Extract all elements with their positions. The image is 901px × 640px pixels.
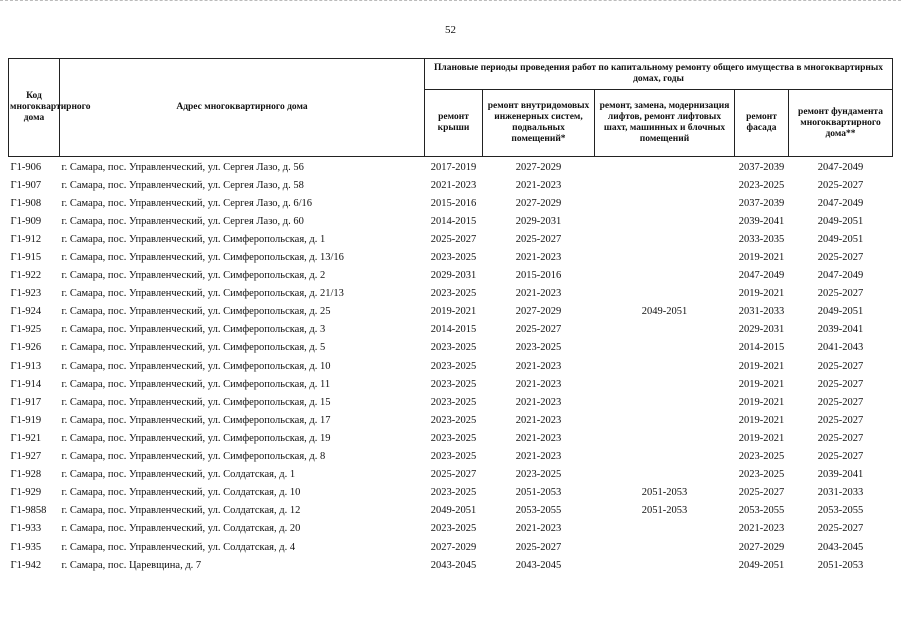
cell-foundation: 2025-2027 — [817, 288, 864, 300]
table-row — [9, 520, 893, 538]
table-row — [9, 194, 893, 212]
cell-facade: 2053-2055 — [738, 505, 785, 517]
cell-engineering: 2051-2053 — [515, 487, 562, 499]
cell-foundation: 2041-2043 — [817, 342, 864, 354]
cell-lifts: 2051-2053 — [641, 487, 688, 499]
cell-lifts — [595, 248, 735, 266]
cell-engineering: 2027-2029 — [515, 306, 562, 318]
table-row — [9, 502, 893, 520]
table-row — [9, 375, 893, 393]
cell-roof: 2015-2016 — [430, 197, 477, 209]
cell-code: Г1-926 — [10, 342, 42, 354]
cell-engineering: 2043-2045 — [515, 559, 562, 571]
cell-engineering: 2015-2016 — [515, 270, 562, 282]
cell-engineering: 2027-2029 — [515, 197, 562, 209]
cell-facade: 2027-2029 — [738, 541, 785, 553]
cell-code: Г1-929 — [10, 487, 42, 499]
cell-lifts — [595, 230, 735, 248]
cell-roof: 2023-2025 — [430, 523, 477, 535]
cell-code: Г1-942 — [10, 559, 42, 571]
cell-code: Г1-921 — [10, 432, 42, 444]
cell-roof: 2019-2021 — [430, 306, 477, 318]
cell-address: г. Самара, пос. Управленческий, ул. Солдатская, д. 20 — [61, 523, 301, 535]
header-address: Адрес многоквартирного дома — [60, 59, 425, 157]
header-engineering: ремонт внутридомовых инженерных систем, подвальных помещений* — [483, 90, 595, 157]
cell-engineering: 2021-2023 — [515, 360, 562, 372]
cell-address: г. Самара, пос. Управленческий, ул. Симферопольская, д. 8 — [61, 451, 326, 463]
cell-lifts — [595, 357, 735, 375]
cell-roof: 2027-2029 — [430, 541, 477, 553]
cell-foundation: 2025-2027 — [817, 523, 864, 535]
table-row — [9, 357, 893, 375]
cell-lifts — [595, 448, 735, 466]
cell-lifts — [595, 411, 735, 429]
cell-lifts — [595, 375, 735, 393]
cell-facade: 2019-2021 — [738, 360, 785, 372]
cell-roof: 2023-2025 — [430, 360, 477, 372]
cell-foundation: 2047-2049 — [817, 161, 864, 173]
cell-roof: 2023-2025 — [430, 487, 477, 499]
cell-engineering: 2021-2023 — [515, 523, 562, 535]
cell-foundation: 2047-2049 — [817, 270, 864, 282]
table-body — [9, 157, 893, 575]
cell-facade: 2019-2021 — [738, 288, 785, 300]
cell-facade: 2019-2021 — [738, 252, 785, 264]
cell-lifts — [595, 157, 735, 177]
cell-facade: 2029-2031 — [738, 324, 785, 336]
cell-engineering: 2021-2023 — [515, 451, 562, 463]
cell-address: г. Самара, пос. Управленческий, ул. Симферопольская, д. 21/13 — [61, 288, 344, 300]
cell-engineering: 2053-2055 — [515, 505, 562, 517]
cell-address: г. Самара, пос. Управленческий, ул. Симферопольская, д. 10 — [61, 360, 331, 372]
cell-roof: 2014-2015 — [430, 324, 477, 336]
cell-foundation: 2039-2041 — [817, 469, 864, 481]
cell-roof: 2023-2025 — [430, 451, 477, 463]
table-row — [9, 466, 893, 484]
cell-facade: 2031-2033 — [738, 306, 785, 318]
cell-lifts — [595, 466, 735, 484]
cell-code: Г1-917 — [10, 396, 42, 408]
header-code: Код многоквартирного дома — [9, 59, 60, 157]
cell-address: г. Самара, пос. Управленческий, ул. Симферопольская, д. 1 — [61, 233, 326, 245]
table-row — [9, 411, 893, 429]
cell-lifts: 2051-2053 — [641, 505, 688, 517]
cell-code: Г1-933 — [10, 523, 42, 535]
cell-code: Г1-925 — [10, 324, 42, 336]
cell-foundation: 2025-2027 — [817, 378, 864, 390]
cell-address: г. Самара, пос. Управленческий, ул. Симферопольская, д. 2 — [61, 270, 326, 282]
cell-roof: 2023-2025 — [430, 396, 477, 408]
table-row — [9, 176, 893, 194]
cell-engineering: 2021-2023 — [515, 288, 562, 300]
cell-roof: 2021-2023 — [430, 179, 477, 191]
cell-foundation: 2043-2045 — [817, 541, 864, 553]
cell-code: Г1-913 — [10, 360, 42, 372]
header-lifts: ремонт, замена, модернизация лифтов, ремонт лифтовых шахт, машинных и блочных помещений — [595, 90, 735, 157]
cell-roof: 2029-2031 — [430, 270, 477, 282]
cell-lifts — [595, 429, 735, 447]
cell-facade: 2019-2021 — [738, 378, 785, 390]
table-row — [9, 285, 893, 303]
cell-address: г. Самара, пос. Управленческий, ул. Солдатская, д. 12 — [61, 505, 301, 517]
cell-engineering: 2023-2025 — [515, 342, 562, 354]
cell-code: Г1-909 — [10, 215, 42, 227]
cell-address: г. Самара, пос. Управленческий, ул. Симферопольская, д. 3 — [61, 324, 326, 336]
cell-lifts: 2049-2051 — [641, 306, 688, 318]
cell-facade: 2014-2015 — [738, 342, 785, 354]
cell-roof: 2023-2025 — [430, 252, 477, 264]
cell-foundation: 2051-2053 — [817, 559, 864, 571]
cell-engineering: 2025-2027 — [515, 541, 562, 553]
cell-foundation: 2049-2051 — [817, 306, 864, 318]
cell-engineering: 2021-2023 — [515, 179, 562, 191]
header-facade: ремонт фасада — [735, 90, 789, 157]
cell-address: г. Самара, пос. Управленческий, ул. Симферопольская, д. 19 — [61, 432, 331, 444]
cell-lifts — [595, 321, 735, 339]
cell-foundation: 2025-2027 — [817, 414, 864, 426]
cell-address: г. Самара, пос. Управленческий, ул. Солдатская, д. 1 — [61, 469, 296, 481]
cell-foundation: 2047-2049 — [817, 197, 864, 209]
cell-facade: 2049-2051 — [738, 559, 785, 571]
cell-engineering: 2021-2023 — [515, 378, 562, 390]
cell-code: Г1-908 — [10, 197, 42, 209]
cell-code: Г1-914 — [10, 378, 42, 390]
cell-lifts — [595, 339, 735, 357]
cell-roof: 2017-2019 — [430, 161, 477, 173]
cell-facade: 2037-2039 — [738, 161, 785, 173]
cell-roof: 2043-2045 — [430, 559, 477, 571]
table-row — [9, 321, 893, 339]
cell-roof: 2023-2025 — [430, 432, 477, 444]
table-row — [9, 448, 893, 466]
table-row — [9, 556, 893, 574]
cell-facade: 2019-2021 — [738, 432, 785, 444]
cell-lifts — [595, 285, 735, 303]
top-dashed-rule — [0, 0, 901, 2]
cell-roof: 2023-2025 — [430, 414, 477, 426]
table-row — [9, 538, 893, 556]
table-row — [9, 230, 893, 248]
table-row — [9, 484, 893, 502]
cell-lifts — [595, 267, 735, 285]
cell-code: Г1-923 — [10, 288, 42, 300]
cell-lifts — [595, 212, 735, 230]
cell-address: г. Самара, пос. Управленческий, ул. Сергея Лазо, д. 6/16 — [61, 197, 313, 209]
cell-engineering: 2029-2031 — [515, 215, 562, 227]
cell-facade: 2039-2041 — [738, 215, 785, 227]
cell-facade: 2037-2039 — [738, 197, 785, 209]
cell-foundation: 2025-2027 — [817, 432, 864, 444]
cell-roof: 2049-2051 — [430, 505, 477, 517]
capital-repair-table — [8, 58, 893, 574]
cell-foundation: 2031-2033 — [817, 487, 864, 499]
cell-code: Г1-907 — [10, 179, 42, 191]
cell-roof: 2023-2025 — [430, 378, 477, 390]
cell-roof: 2014-2015 — [430, 215, 477, 227]
cell-code: Г1-915 — [10, 252, 42, 264]
cell-engineering: 2021-2023 — [515, 432, 562, 444]
header-roof: ремонт крыши — [425, 90, 483, 157]
cell-roof: 2023-2025 — [430, 288, 477, 300]
cell-facade: 2023-2025 — [738, 179, 785, 191]
cell-facade: 2033-2035 — [738, 233, 785, 245]
cell-facade: 2019-2021 — [738, 396, 785, 408]
cell-engineering: 2021-2023 — [515, 414, 562, 426]
cell-foundation: 2039-2041 — [817, 324, 864, 336]
cell-engineering: 2025-2027 — [515, 324, 562, 336]
table-row — [9, 212, 893, 230]
cell-roof: 2025-2027 — [430, 233, 477, 245]
cell-address: г. Самара, пос. Управленческий, ул. Симферопольская, д. 25 — [61, 306, 331, 318]
cell-foundation: 2049-2051 — [817, 233, 864, 245]
cell-code: Г1-928 — [10, 469, 42, 481]
cell-address: г. Самара, пос. Управленческий, ул. Симферопольская, д. 5 — [61, 342, 326, 354]
cell-lifts — [595, 538, 735, 556]
cell-address: г. Самара, пос. Царевщина, д. 7 — [61, 559, 202, 571]
cell-lifts — [595, 556, 735, 574]
cell-lifts — [595, 520, 735, 538]
cell-engineering: 2021-2023 — [515, 396, 562, 408]
table-row — [9, 393, 893, 411]
page-number: 52 — [445, 24, 456, 36]
table-row — [9, 303, 893, 321]
cell-address: г. Самара, пос. Управленческий, ул. Сергея Лазо, д. 60 — [61, 215, 304, 227]
table-row — [9, 267, 893, 285]
cell-address: г. Самара, пос. Управленческий, ул. Симферопольская, д. 11 — [61, 378, 331, 390]
table-header — [9, 59, 893, 157]
cell-facade: 2047-2049 — [738, 270, 785, 282]
header-foundation: ремонт фундамента многоквартирного дома** — [789, 90, 893, 157]
cell-facade: 2023-2025 — [738, 469, 785, 481]
cell-engineering: 2021-2023 — [515, 252, 562, 264]
cell-roof: 2023-2025 — [430, 342, 477, 354]
cell-foundation: 2025-2027 — [817, 396, 864, 408]
cell-lifts — [595, 194, 735, 212]
table-row — [9, 429, 893, 447]
cell-engineering: 2023-2025 — [515, 469, 562, 481]
table-row — [9, 157, 893, 177]
cell-address: г. Самара, пос. Управленческий, ул. Солдатская, д. 4 — [61, 541, 296, 553]
cell-code: Г1-927 — [10, 451, 42, 463]
cell-foundation: 2049-2051 — [817, 215, 864, 227]
cell-foundation: 2025-2027 — [817, 179, 864, 191]
cell-lifts — [595, 176, 735, 194]
cell-foundation: 2025-2027 — [817, 252, 864, 264]
table-row — [9, 248, 893, 266]
cell-code: Г1-919 — [10, 414, 42, 426]
cell-address: г. Самара, пос. Управленческий, ул. Сергея Лазо, д. 58 — [61, 179, 304, 191]
cell-facade: 2019-2021 — [738, 414, 785, 426]
cell-engineering: 2027-2029 — [515, 161, 562, 173]
cell-engineering: 2025-2027 — [515, 233, 562, 245]
cell-code: Г1-912 — [10, 233, 42, 245]
cell-foundation: 2025-2027 — [817, 360, 864, 372]
cell-code: Г1-935 — [10, 541, 42, 553]
cell-address: г. Самара, пос. Управленческий, ул. Симферопольская, д. 15 — [61, 396, 331, 408]
cell-address: г. Самара, пос. Управленческий, ул. Солдатская, д. 10 — [61, 487, 301, 499]
cell-address: г. Самара, пос. Управленческий, ул. Сергея Лазо, д. 56 — [61, 161, 304, 173]
cell-code: Г1-906 — [10, 161, 42, 173]
cell-code: Г1-922 — [10, 270, 42, 282]
cell-foundation: 2025-2027 — [817, 451, 864, 463]
cell-lifts — [595, 393, 735, 411]
cell-address: г. Самара, пос. Управленческий, ул. Симферопольская, д. 13/16 — [61, 252, 344, 264]
cell-address: г. Самара, пос. Управленческий, ул. Симферопольская, д. 17 — [61, 414, 331, 426]
cell-facade: 2023-2025 — [738, 451, 785, 463]
cell-roof: 2025-2027 — [430, 469, 477, 481]
cell-facade: 2021-2023 — [738, 523, 785, 535]
cell-foundation: 2053-2055 — [817, 505, 864, 517]
cell-code: Г1-924 — [10, 306, 42, 318]
cell-facade: 2025-2027 — [738, 487, 785, 499]
cell-code: Г1-9858 — [10, 505, 47, 517]
table-row — [9, 339, 893, 357]
header-periods: Плановые периоды проведения работ по капитальному ремонту общего имущества в многоквартирных домах, годы — [425, 59, 893, 90]
